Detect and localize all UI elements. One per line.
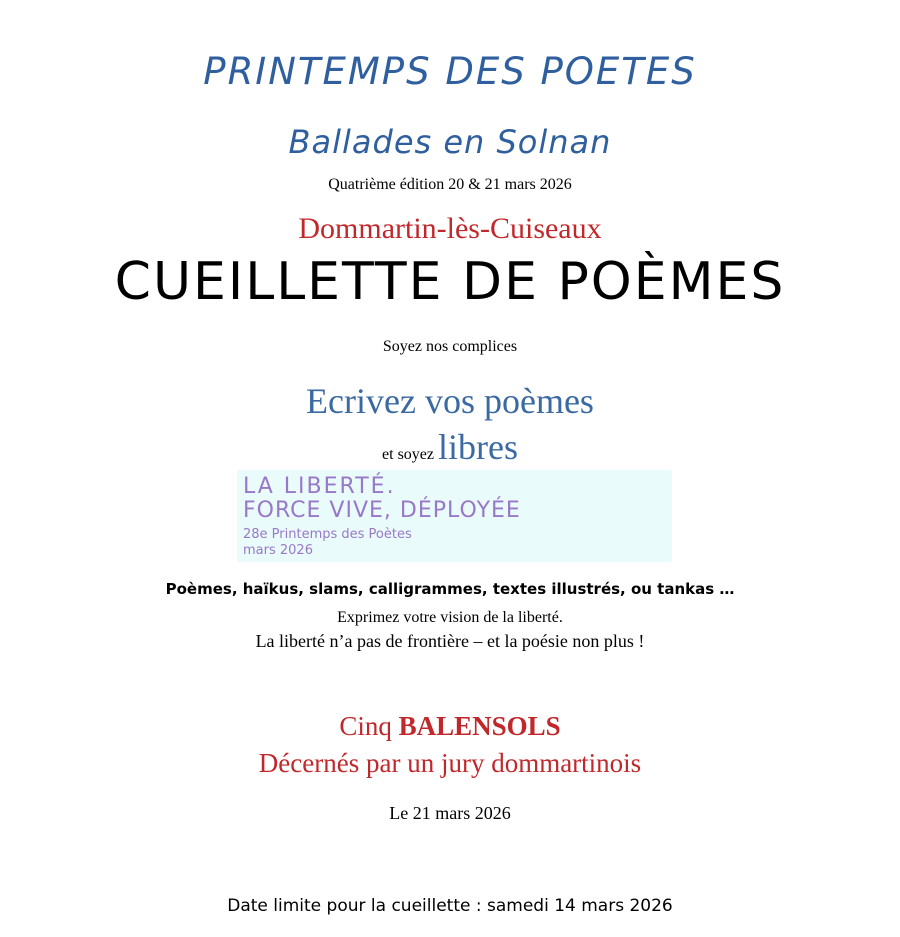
genres-list: Poèmes, haïkus, slams, calligrammes, textes illustrés, ou tankas … <box>165 580 735 598</box>
theme-banner <box>237 470 672 562</box>
banner-line-1: LA LIBERTÉ. <box>243 474 396 499</box>
main-title: CUEILLETTE DE POÈMES <box>114 252 786 312</box>
call-line-2-small: et soyez <box>382 446 434 463</box>
banner-line-2: FORCE VIVE, DÉPLOYÉE <box>243 498 521 523</box>
deadline-text: Date limite pour la cueillette : samedi 14 mars 2026 <box>227 896 673 916</box>
call-line-2 <box>0 426 900 468</box>
vision-text: Exprimez votre vision de la liberté. <box>337 609 563 626</box>
call-line-1: Ecrivez vos poèmes <box>306 381 594 421</box>
edition-info: Quatrième édition 20 & 21 mars 2026 <box>328 176 572 193</box>
awards-name: BALENSOLS <box>398 711 561 741</box>
location: Dommartin-lès-Cuiseaux <box>298 212 602 245</box>
awards-prefix: Cinq <box>339 711 392 741</box>
call-line-2-big: libres <box>438 427 518 467</box>
awards-heading <box>0 711 900 742</box>
slogan-text: La liberté n’a pas de frontière – et la poésie non plus ! <box>255 631 645 651</box>
event-title: PRINTEMPS DES POETES <box>203 50 697 93</box>
banner-line-3: 28e Printemps des Poètes <box>243 527 412 542</box>
banner-line-4: mars 2026 <box>243 543 313 558</box>
event-subtitle: Ballades en Solnan <box>288 123 612 161</box>
awards-jury: Décernés par un jury dommartinois <box>258 748 642 778</box>
awards-date: Le 21 mars 2026 <box>389 803 511 823</box>
invite-text: Soyez nos complices <box>382 338 518 355</box>
